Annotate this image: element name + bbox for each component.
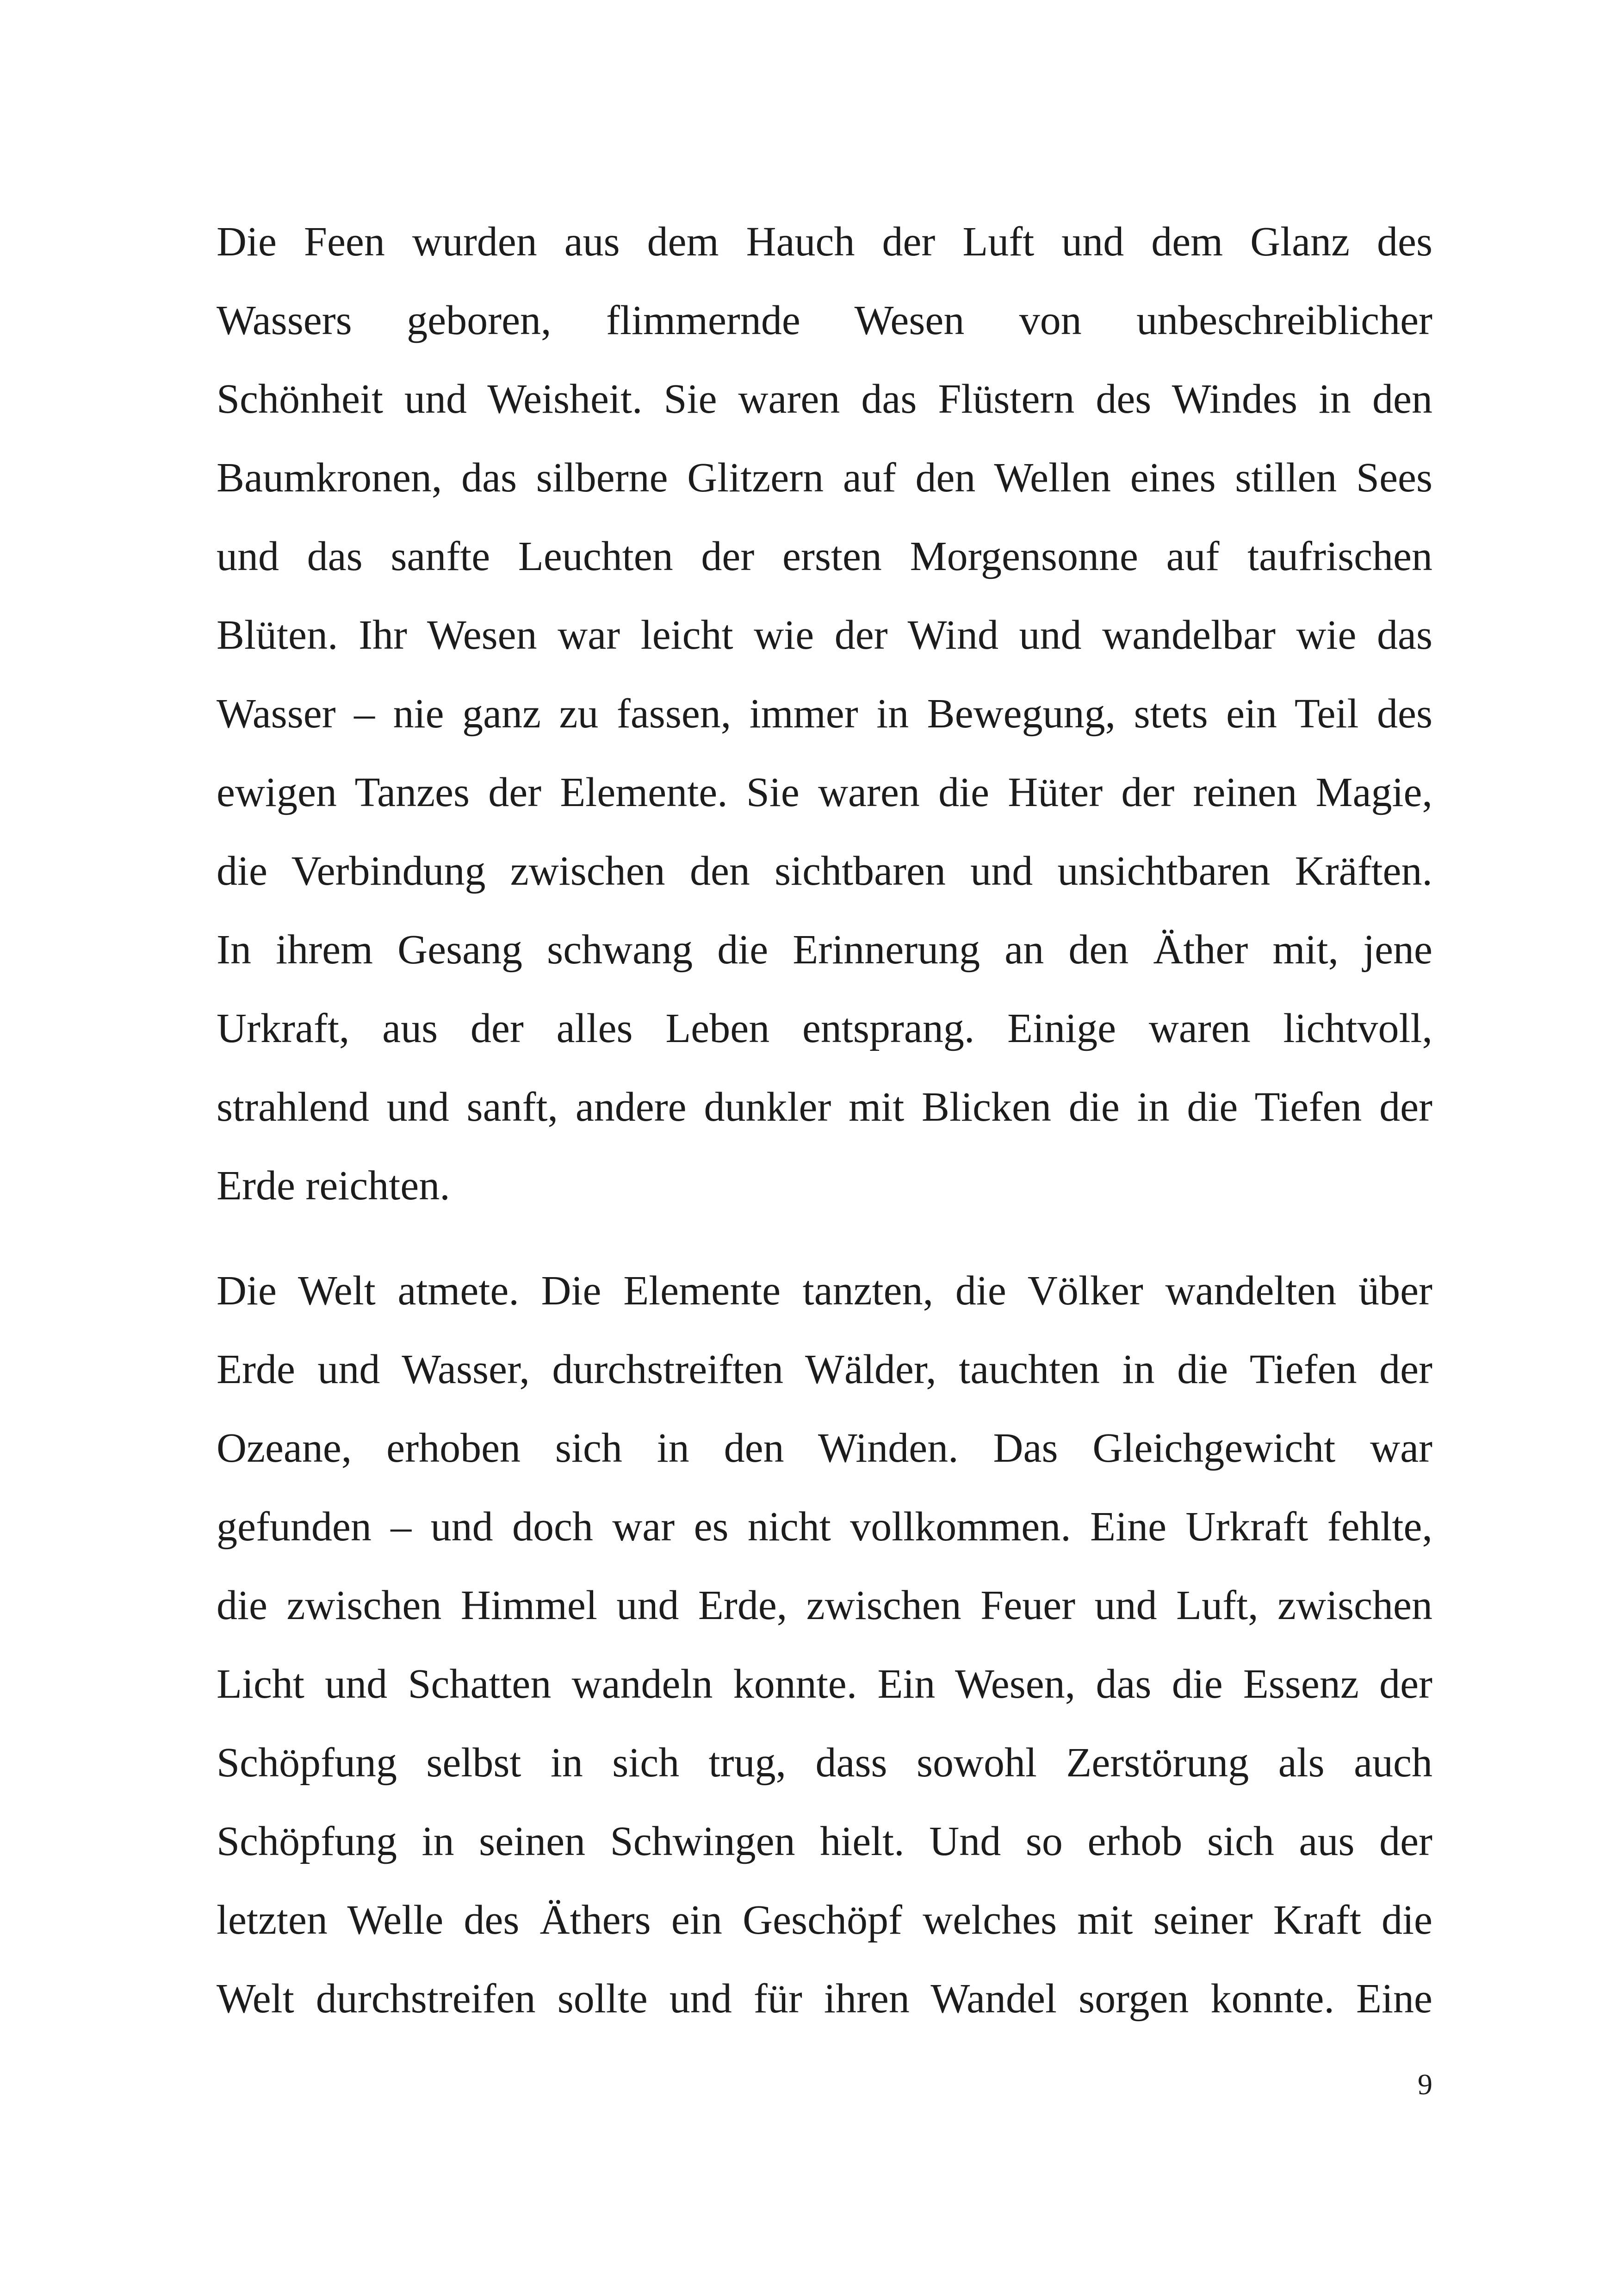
- text-line: Die Feen wurden aus dem Hauch der Luft und dem Glanz des: [217, 219, 1432, 265]
- text-line: und das sanfte Leuchten der ersten Morgensonne auf taufrischen: [217, 534, 1432, 579]
- text-line: Licht und Schatten wandeln konnte. Ein Wesen, das die Essenz der: [217, 1661, 1432, 1707]
- text-line: Wasser – nie ganz zu fassen, immer in Bewegung, stets ein Teil des: [217, 691, 1432, 737]
- text-line: die Verbindung zwischen den sichtbaren und unsichtbaren Kräften.: [217, 848, 1432, 894]
- text-line: Erde reichten.: [217, 1163, 450, 1209]
- text-line: Blüten. Ihr Wesen war leicht wie der Wind und wandelbar wie das: [217, 612, 1432, 658]
- paragraph-1: [217, 203, 1432, 1225]
- text-line: Erde und Wasser, durchstreiften Wälder, tauchten in die Tiefen der: [217, 1347, 1432, 1392]
- text-line: ewigen Tanzes der Elemente. Sie waren die Hüter der reinen Magie,: [217, 769, 1432, 815]
- text-line: Welt durchstreifen sollte und für ihren Wandel sorgen konnte. Eine: [217, 1976, 1432, 2022]
- page-number: 9: [1418, 2068, 1432, 2101]
- text-line: Schöpfung in seinen Schwingen hielt. Und so erhob sich aus der: [217, 1818, 1432, 1864]
- text-line: die zwischen Himmel und Erde, zwischen Feuer und Luft, zwischen: [217, 1582, 1432, 1628]
- paragraph-2: [217, 1252, 1432, 2038]
- text-line: Wassers geboren, flimmernde Wesen von unbeschreiblicher: [217, 298, 1432, 343]
- text-line: Urkraft, aus der alles Leben entsprang. Einige waren lichtvoll,: [217, 1005, 1432, 1051]
- text-line: Die Welt atmete. Die Elemente tanzten, die Völker wandelten über: [217, 1268, 1432, 1314]
- text-line: Baumkronen, das silberne Glitzern auf den Wellen eines stillen Sees: [217, 455, 1432, 501]
- text-line: strahlend und sanft, andere dunkler mit Blicken die in die Tiefen der: [217, 1084, 1432, 1130]
- text-line: Schönheit und Weisheit. Sie waren das Flüstern des Windes in den: [217, 376, 1432, 422]
- text-line: letzten Welle des Äthers ein Geschöpf welches mit seiner Kraft die: [217, 1897, 1432, 1943]
- text-line: gefunden – und doch war es nicht vollkommen. Eine Urkraft fehlte,: [217, 1504, 1432, 1550]
- text-line: Ozeane, erhoben sich in den Winden. Das Gleichgewicht war: [217, 1425, 1432, 1471]
- text-line: In ihrem Gesang schwang die Erinnerung an den Äther mit, jene: [217, 927, 1432, 973]
- text-line: Schöpfung selbst in sich trug, dass sowohl Zerstörung als auch: [217, 1740, 1432, 1786]
